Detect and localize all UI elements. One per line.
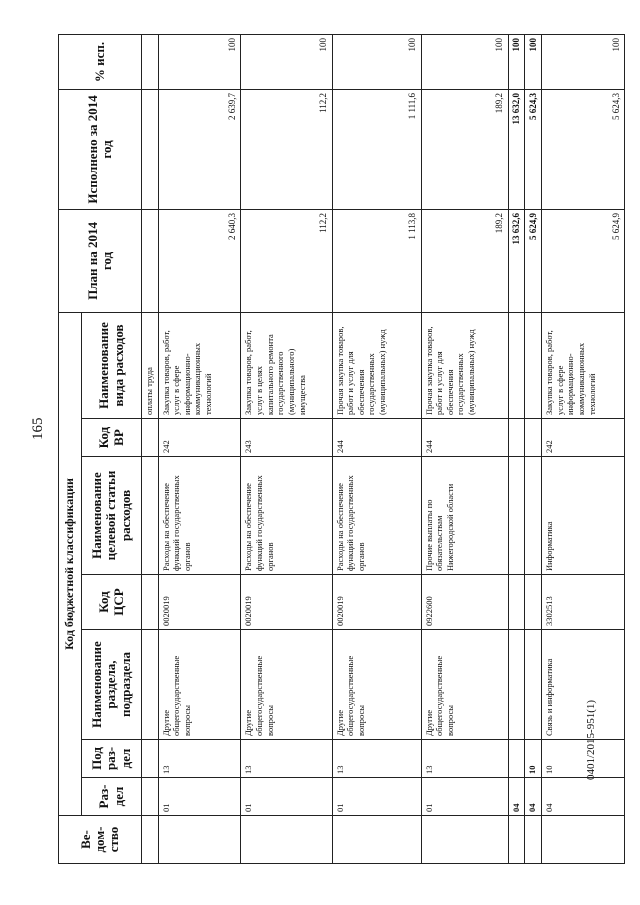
cell-razdel xyxy=(142,778,159,816)
cell-pct xyxy=(142,34,159,89)
table-row xyxy=(525,34,542,863)
cell-done: 5 624,3 xyxy=(542,89,625,209)
cell-ved xyxy=(421,816,508,864)
cell-csr: 3302513 xyxy=(542,575,625,630)
cell-razdel-name xyxy=(142,630,159,740)
cell-pct: 100 xyxy=(421,34,508,89)
cell-vr xyxy=(508,419,525,457)
cell-razdel-name: Другие общегосударственные вопросы xyxy=(332,630,421,740)
header-pct: % исп. xyxy=(59,34,142,89)
header-plan: План на 2014 год xyxy=(59,209,142,312)
cell-podrazdel: 13 xyxy=(421,740,508,778)
header-razdel-name: Наименование раздела, подраздела xyxy=(82,630,142,740)
cell-vr-name: Прочая закупка товаров, работ и услуг для обеспечения государственных (муниципальных) нужд xyxy=(421,312,508,418)
cell-plan: 1 113,8 xyxy=(332,209,421,312)
header-podrazdel: Под раз-дел xyxy=(82,740,142,778)
header-vr-name: Наименование вида расходов xyxy=(82,312,142,418)
cell-razdel-name: Другие общегосударственные вопросы xyxy=(241,630,332,740)
cell-csr-name xyxy=(142,457,159,575)
cell-vr-name: Прочая закупка товаров, работ и услуг для обеспечения государственных (муниципальных) нужд xyxy=(332,312,421,418)
table-row xyxy=(332,34,421,863)
table-row xyxy=(241,34,332,863)
cell-podrazdel: 13 xyxy=(158,740,241,778)
cell-razdel: 01 xyxy=(241,778,332,816)
cell-pct: 100 xyxy=(241,34,332,89)
cell-vr: 244 xyxy=(332,419,421,457)
header-razdel: Раз-дел xyxy=(82,778,142,816)
cell-csr-name: Расходы на обеспечение функций государственных органов xyxy=(241,457,332,575)
cell-vr-name xyxy=(525,312,542,418)
cell-done: 5 624,3 xyxy=(525,89,542,209)
cell-done: 112,2 xyxy=(241,89,332,209)
cell-done: 2 639,7 xyxy=(158,89,241,209)
rotated-table-container xyxy=(58,35,625,864)
cell-plan: 189,2 xyxy=(421,209,508,312)
cell-razdel-name xyxy=(525,630,542,740)
cell-podrazdel: 13 xyxy=(241,740,332,778)
cell-csr-name: Информатика xyxy=(542,457,625,575)
table-row xyxy=(542,34,625,863)
cell-pct: 100 xyxy=(542,34,625,89)
table-row xyxy=(421,34,508,863)
cell-vr-name: Закупка товаров, работ, услуг в целях капитального ремонта государственного (муниципального) имущества xyxy=(241,312,332,418)
cell-razdel-name: Связь и информатика xyxy=(542,630,625,740)
cell-csr-name xyxy=(508,457,525,575)
header-csr-name: Наименование целевой статьи расходов xyxy=(82,457,142,575)
cell-vr xyxy=(525,419,542,457)
document-code: 0401/2015-951(1) xyxy=(585,699,597,780)
cell-razdel: 04 xyxy=(525,778,542,816)
header-csr: Код ЦСР xyxy=(82,575,142,630)
cell-pct: 100 xyxy=(508,34,525,89)
cell-razdel-name: Другие общегосударственные вопросы xyxy=(158,630,241,740)
cell-razdel-name: Другие общегосударственные вопросы xyxy=(421,630,508,740)
cell-vr-name: оплаты труда xyxy=(142,312,159,418)
cell-csr-name xyxy=(525,457,542,575)
header-vedomstvo: Ве-дом-ство xyxy=(59,816,142,864)
cell-csr-name: Расходы на обеспечение функций государственных органов xyxy=(158,457,241,575)
cell-ved xyxy=(241,816,332,864)
cell-done: 1 111,6 xyxy=(332,89,421,209)
cell-podrazdel: 10 xyxy=(525,740,542,778)
cell-razdel-name xyxy=(508,630,525,740)
cell-ved xyxy=(332,816,421,864)
cell-csr-name: Прочие выплаты по обязательствам Нижегородской области xyxy=(421,457,508,575)
cell-plan: 5 624,9 xyxy=(525,209,542,312)
cell-csr: 0020019 xyxy=(332,575,421,630)
header-group: Код бюджетной классификации xyxy=(59,312,82,815)
cell-ved xyxy=(508,816,525,864)
cell-pct: 100 xyxy=(525,34,542,89)
cell-vr: 244 xyxy=(421,419,508,457)
header-done: Исполнено за 2014 год xyxy=(59,89,142,209)
cell-plan: 13 632,6 xyxy=(508,209,525,312)
cell-podrazdel: 10 xyxy=(542,740,625,778)
cell-razdel: 04 xyxy=(508,778,525,816)
cell-done: 13 632,0 xyxy=(508,89,525,209)
cell-vr-name: Закупка товаров, работ, услуг в сфере информационно-коммуникационных технологий xyxy=(542,312,625,418)
cell-podrazdel xyxy=(508,740,525,778)
cell-pct: 100 xyxy=(158,34,241,89)
cell-ved xyxy=(142,816,159,864)
cell-vr-name: Закупка товаров, работ, услуг в сфере информационно-коммуникационных технологий xyxy=(158,312,241,418)
cell-done xyxy=(142,89,159,209)
cell-csr-name: Расходы на обеспечение функций государственных органов xyxy=(332,457,421,575)
cell-razdel: 04 xyxy=(542,778,625,816)
cell-vr: 242 xyxy=(158,419,241,457)
cell-vr xyxy=(142,419,159,457)
table-row xyxy=(142,34,159,863)
cell-vr-name xyxy=(508,312,525,418)
page-number: 165 xyxy=(30,417,46,440)
cell-csr: 0020019 xyxy=(241,575,332,630)
cell-csr xyxy=(508,575,525,630)
cell-vr: 243 xyxy=(241,419,332,457)
cell-razdel: 01 xyxy=(332,778,421,816)
cell-razdel: 01 xyxy=(158,778,241,816)
cell-csr xyxy=(525,575,542,630)
cell-plan xyxy=(142,209,159,312)
cell-ved xyxy=(542,816,625,864)
header-vr: Код ВР xyxy=(82,419,142,457)
cell-csr: 0922600 xyxy=(421,575,508,630)
cell-ved xyxy=(525,816,542,864)
cell-csr: 0020019 xyxy=(158,575,241,630)
table-row xyxy=(508,34,525,863)
cell-pct: 100 xyxy=(332,34,421,89)
cell-done: 189,2 xyxy=(421,89,508,209)
cell-plan: 112,2 xyxy=(241,209,332,312)
cell-razdel: 01 xyxy=(421,778,508,816)
cell-podrazdel xyxy=(142,740,159,778)
cell-plan: 2 640,3 xyxy=(158,209,241,312)
table-row xyxy=(158,34,241,863)
cell-csr xyxy=(142,575,159,630)
cell-ved xyxy=(158,816,241,864)
cell-podrazdel: 13 xyxy=(332,740,421,778)
cell-vr: 242 xyxy=(542,419,625,457)
budget-table xyxy=(58,34,625,864)
cell-plan: 5 624,9 xyxy=(542,209,625,312)
